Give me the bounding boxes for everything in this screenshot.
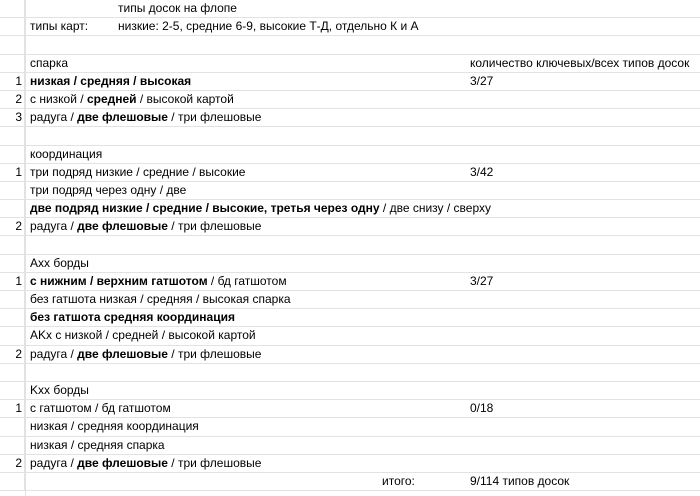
main-cell[interactable]: [30, 400, 171, 417]
count-cell[interactable]: 9/114 типов досок: [470, 473, 570, 488]
row-number-cell[interactable]: 2: [0, 346, 25, 363]
cell-text-segment: с гатшотом / бд гатшотом: [30, 401, 171, 416]
cell-text-segment: две флешовые: [77, 346, 168, 361]
main-cell[interactable]: Kxx борды: [30, 382, 89, 397]
cell-text-segment: AKx с низкой / средней / высокой картой: [30, 328, 256, 343]
row-number-cell[interactable]: [0, 364, 25, 381]
cell-text-segment: / бд гатшотом: [207, 273, 287, 288]
sheet-row: [0, 109, 700, 127]
main-cell[interactable]: [30, 309, 235, 326]
row-number-cell[interactable]: 2: [0, 91, 25, 108]
cell-text-segment: / три флешовые: [167, 346, 262, 361]
sheet-row: [0, 0, 700, 18]
row-number-cell[interactable]: [0, 55, 25, 72]
cell-text-segment: низкая / средняя / высокая: [30, 73, 192, 88]
row-number-cell[interactable]: [0, 291, 25, 308]
sheet-row: [0, 73, 700, 91]
row-number-cell[interactable]: [0, 18, 25, 35]
main-cell[interactable]: [30, 327, 256, 344]
main-cell[interactable]: [30, 418, 199, 435]
cell-text-segment: без гатшота средняя координация: [30, 310, 235, 325]
main-cell[interactable]: [30, 437, 165, 454]
main-cell[interactable]: [30, 200, 491, 217]
row-number-cell[interactable]: [0, 127, 25, 144]
sheet-row: [0, 182, 700, 200]
sheet-row: [0, 18, 700, 36]
sheet-row: [0, 55, 700, 73]
cell-text-segment: / три флешовые: [167, 110, 262, 125]
cell-text-segment: две подряд низкие / средние / высокие, третья через одну: [30, 201, 380, 216]
sheet-row: [0, 382, 700, 400]
cell-text-segment: три подряд низкие / средние / высокие: [30, 164, 246, 179]
main-cell[interactable]: типы карт:: [30, 19, 89, 34]
row-number-cell[interactable]: [0, 182, 25, 199]
sheet-row: [0, 164, 700, 182]
row-number-cell[interactable]: [0, 255, 25, 272]
cell-text-segment: с нижним / верхним гатшотом: [30, 273, 208, 288]
main-cell[interactable]: [30, 218, 261, 235]
sheet-row: [0, 291, 700, 309]
sheet-row: [0, 309, 700, 327]
sheet-row: [0, 255, 700, 273]
cell-text-segment: радуга /: [30, 346, 78, 361]
row-number-cell[interactable]: 1: [0, 164, 25, 181]
row-number-cell[interactable]: [0, 473, 25, 490]
row-number-cell[interactable]: 1: [0, 400, 25, 417]
row-number-cell[interactable]: [0, 236, 25, 253]
sheet-row: [0, 455, 700, 473]
cell-text-segment: три подряд через одну / две: [30, 182, 187, 197]
row-number-cell[interactable]: 1: [0, 273, 25, 290]
cell-text-segment: радуга /: [30, 110, 78, 125]
main-cell[interactable]: координация: [30, 146, 103, 161]
main-cell[interactable]: [30, 73, 191, 90]
row-number-cell[interactable]: [0, 200, 25, 217]
mid-cell[interactable]: низкие: 2-5, средние 6-9, высокие Т-Д, отдельно К и А: [118, 19, 419, 34]
main-cell[interactable]: [30, 455, 261, 472]
cell-text-segment: / высокой картой: [136, 91, 234, 106]
row-number-cell[interactable]: [0, 0, 25, 17]
main-cell[interactable]: [30, 291, 291, 308]
row-number-cell[interactable]: [0, 437, 25, 454]
cell-text-segment: без гатшота низкая / средняя / высокая спарка: [30, 292, 291, 306]
sheet-row: [0, 346, 700, 364]
main-cell[interactable]: [30, 109, 261, 126]
cell-text-segment: / две снизу / сверху: [379, 201, 491, 216]
sheet-row: [0, 364, 700, 382]
cell-text-segment: две флешовые: [77, 110, 168, 125]
main-cell[interactable]: [30, 346, 261, 363]
main-cell[interactable]: [30, 182, 186, 199]
total-label-cell[interactable]: итого:: [382, 473, 415, 488]
count-cell[interactable]: количество ключевых/всех типов досок: [470, 55, 690, 70]
cell-text-segment: / три флешовые: [167, 219, 262, 234]
sheet-row: [0, 273, 700, 291]
count-cell[interactable]: 3/42: [470, 164, 494, 179]
main-cell[interactable]: Axx борды: [30, 255, 89, 270]
row-number-cell[interactable]: [0, 309, 25, 326]
main-cell[interactable]: спарка: [30, 55, 69, 70]
cell-text-segment: низкая / средняя координация: [30, 419, 199, 434]
sheet-row: [0, 236, 700, 254]
cell-text-segment: низкая / средняя спарка: [30, 437, 165, 452]
main-cell[interactable]: [30, 273, 287, 290]
row-number-cell[interactable]: [0, 382, 25, 399]
sheet-row: [0, 218, 700, 236]
sheet-row: [0, 146, 700, 164]
count-cell[interactable]: 0/18: [470, 401, 494, 416]
cell-text-segment: радуга /: [30, 219, 78, 234]
main-cell[interactable]: [30, 91, 234, 108]
count-cell[interactable]: 3/27: [470, 273, 494, 288]
sheet-row: [0, 437, 700, 455]
sheet-row: [0, 473, 700, 491]
row-number-cell[interactable]: [0, 418, 25, 435]
sheet-row: [0, 91, 700, 109]
cell-text-segment: две флешовые: [77, 455, 168, 470]
cell-text-segment: с низкой /: [30, 91, 87, 106]
main-cell[interactable]: [30, 164, 245, 181]
sheet-row: [0, 127, 700, 145]
cell-text-segment: / три флешовые: [167, 455, 262, 470]
row-number-cell[interactable]: 3: [0, 109, 25, 126]
sheet-row: [0, 327, 700, 345]
sheet-row: [0, 400, 700, 418]
sheet-row: [0, 200, 700, 218]
sheet-row: [0, 36, 700, 54]
row-number-cell[interactable]: [0, 36, 25, 53]
count-cell[interactable]: 3/27: [470, 73, 494, 88]
row-number-cell[interactable]: [0, 327, 25, 344]
mid-cell[interactable]: типы досок на флопе: [118, 1, 237, 15]
row-number-cell[interactable]: [0, 146, 25, 163]
row-number-cell[interactable]: 1: [0, 73, 25, 90]
cell-text-segment: радуга /: [30, 455, 78, 470]
row-number-cell[interactable]: 2: [0, 455, 25, 472]
sheet-row: [0, 418, 700, 436]
cell-text-segment: средней: [86, 91, 137, 106]
row-number-cell[interactable]: 2: [0, 218, 25, 235]
cell-text-segment: две флешовые: [77, 219, 168, 234]
